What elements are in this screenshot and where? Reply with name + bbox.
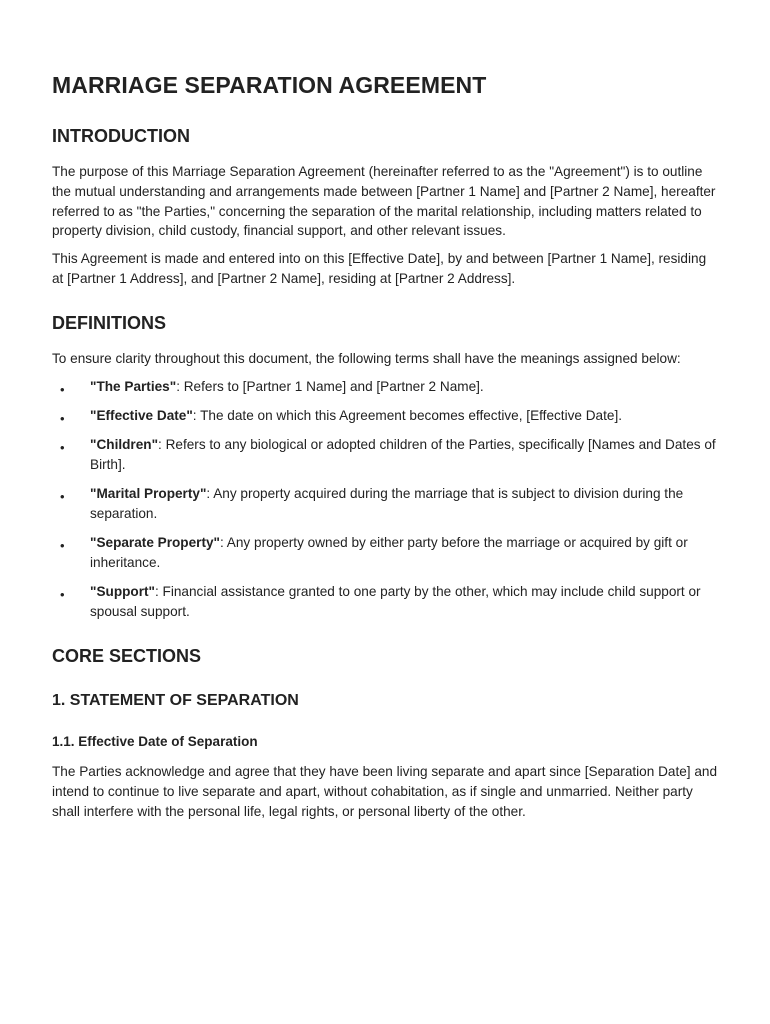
definition-text: : Financial assistance granted to one party by the other, which may include child support or spousal support.: [90, 584, 701, 620]
definition-item-support: [52, 582, 718, 622]
bullet-icon: •: [60, 587, 65, 603]
definition-term: "Marital Property": [90, 486, 207, 502]
section-1-heading: 1. STATEMENT OF SEPARATION: [52, 692, 299, 710]
introduction-paragraph-1: The purpose of this Marriage Separation Agreement (hereinafter referred to as the "Agreement") is to outline the mutual understanding and arrangements made between [Partner 1 Name] and [Partner 2 Name], hereafter referred to as "the Parties," concerning the separation of the marital relationship, including matters related to property division, child custody, financial support, and other relevant issues.: [52, 164, 716, 239]
definition-item-effective-date: [52, 406, 718, 426]
introduction-paragraph-2: This Agreement is made and entered into on this [Effective Date], by and between [Partner 1 Name], residing at [Partner 1 Address], and [Partner 2 Name], residing at [Partner 2 Address].: [52, 251, 707, 286]
definitions-intro: To ensure clarity throughout this document, the following terms shall have the meanings assigned below:: [52, 350, 681, 366]
definitions-heading: DEFINITIONS: [52, 312, 167, 333]
bullet-icon: •: [60, 489, 65, 505]
definition-term: "Support": [90, 584, 155, 600]
definition-term: "Separate Property": [90, 535, 220, 551]
definition-text: : Any property acquired during the marriage that is subject to division during the separation.: [90, 486, 684, 522]
definition-text: : Refers to [Partner 1 Name] and [Partner 2 Name].: [176, 378, 484, 394]
core-sections-heading: CORE SECTIONS: [52, 646, 202, 667]
subsection-1-1-paragraph: The Parties acknowledge and agree that they have been living separate and apart since [Separation Date] and intend to continue to live separate and apart, without cohabitation, as if single and unmarried. Neither party shall interfere with the personal life, legal rights, or personal liberty of the other.: [52, 764, 718, 819]
definition-item-children: [52, 435, 718, 475]
bullet-icon: •: [60, 410, 65, 426]
bullet-icon: •: [60, 538, 65, 554]
document-title: MARRIAGE SEPARATION AGREEMENT: [52, 72, 487, 98]
subsection-1-1-heading: 1.1. Effective Date of Separation: [52, 734, 258, 750]
bullet-icon: •: [60, 381, 65, 397]
definition-item-marital-property: [52, 484, 718, 524]
definition-term: "The Parties": [90, 378, 177, 394]
introduction-heading: INTRODUCTION: [52, 126, 190, 146]
definition-term: "Children": [90, 437, 159, 453]
bullet-icon: •: [60, 440, 65, 456]
definition-text: : Any property owned by either party before the marriage or acquired by gift or inheritance.: [90, 535, 688, 571]
definition-item-separate-property: [52, 533, 718, 573]
definitions-list: [52, 377, 718, 622]
definition-term: "Effective Date": [90, 407, 193, 423]
definition-text: : Refers to any biological or adopted children of the Parties, specifically [Names and Dates of Birth].: [90, 437, 716, 472]
definition-item-parties: [52, 377, 718, 397]
definition-text: : The date on which this Agreement becomes effective, [Effective Date].: [192, 407, 622, 423]
